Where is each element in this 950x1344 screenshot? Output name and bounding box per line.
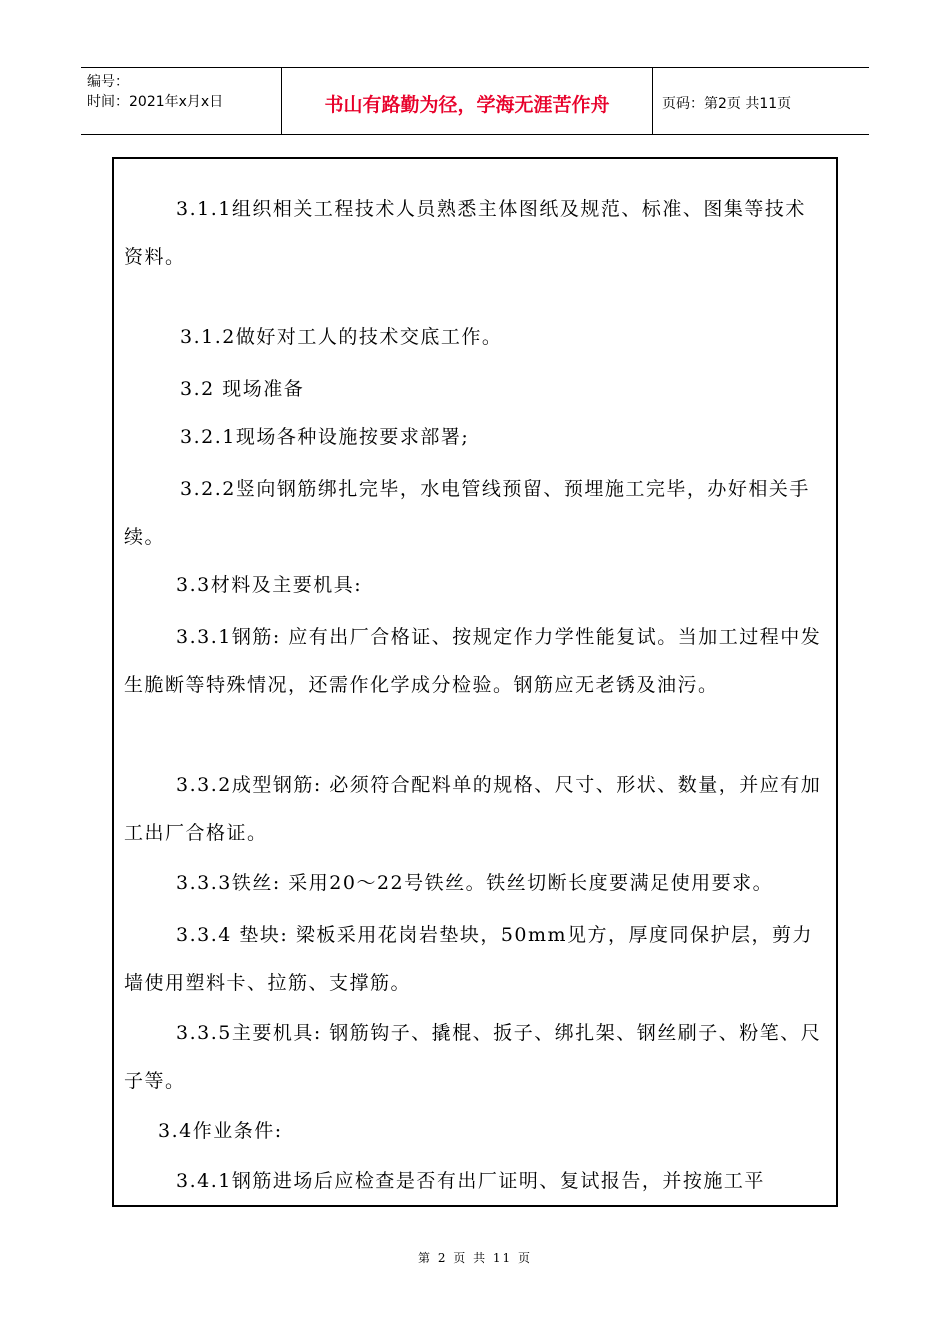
header-page-label: 页码：第2页 共11页 bbox=[662, 96, 792, 112]
paragraph-3-3-2: 3.3.2成型钢筋: 必须符合配料单的规格、尺寸、形状、数量，并应有加工出厂合格证。 bbox=[124, 774, 822, 844]
paragraph-3-1-2: 3.1.2做好对工人的技术交底工作。 bbox=[180, 326, 503, 348]
paragraph-3-4: 3.4作业条件: bbox=[158, 1120, 283, 1142]
page-footer: 第 2 页 共 11 页 bbox=[418, 1251, 532, 1265]
page-header bbox=[81, 67, 869, 135]
paragraph-3-2-2: 3.2.2竖向钢筋绑扎完毕，水电管线预留、预埋施工完毕，办好相关手续。 bbox=[124, 478, 810, 548]
paragraph-3-3: 3.3材料及主要机具: bbox=[176, 574, 363, 596]
paragraph-3-1-1: 3.1.1组织相关工程技术人员熟悉主体图纸及规范、标准、图集等技术资料。 bbox=[124, 198, 806, 268]
time-label: 时间：2021年x月x日 bbox=[87, 94, 224, 110]
paragraph-3-3-3: 3.3.3铁丝: 采用20～22号铁丝。铁丝切断长度要满足使用要求。 bbox=[176, 872, 774, 894]
paragraph-3-2-1: 3.2.1现场各种设施按要求部署; bbox=[180, 426, 470, 448]
number-label: 编号： bbox=[87, 74, 129, 90]
header-meta bbox=[81, 68, 282, 134]
paragraph-3-2: 3.2 现场准备 bbox=[180, 378, 305, 400]
paragraph-3-3-4: 3.3.4 垫块: 梁板采用花岗岩垫块，50mm见方，厚度同保护层，剪力墙使用塑料卡、拉筋、支撑筋。 bbox=[124, 924, 814, 994]
paragraph-3-3-1: 3.3.1钢筋: 应有出厂合格证、按规定作力学性能复试。当加工过程中发生脆断等特殊情况，还需作化学成分检验。钢筋应无老锈及油污。 bbox=[124, 626, 822, 696]
paragraph-3-4-1: 3.4.1钢筋进场后应检查是否有出厂证明、复试报告，并按施工平 bbox=[176, 1170, 765, 1192]
header-motto: 书山有路勤为径，学海无涯苦作舟 bbox=[282, 68, 653, 134]
document-body bbox=[112, 157, 838, 1207]
paragraph-3-3-5: 3.3.5主要机具: 钢筋钩子、撬棍、扳子、绑扎架、钢丝刷子、粉笔、尺子等。 bbox=[124, 1022, 822, 1092]
